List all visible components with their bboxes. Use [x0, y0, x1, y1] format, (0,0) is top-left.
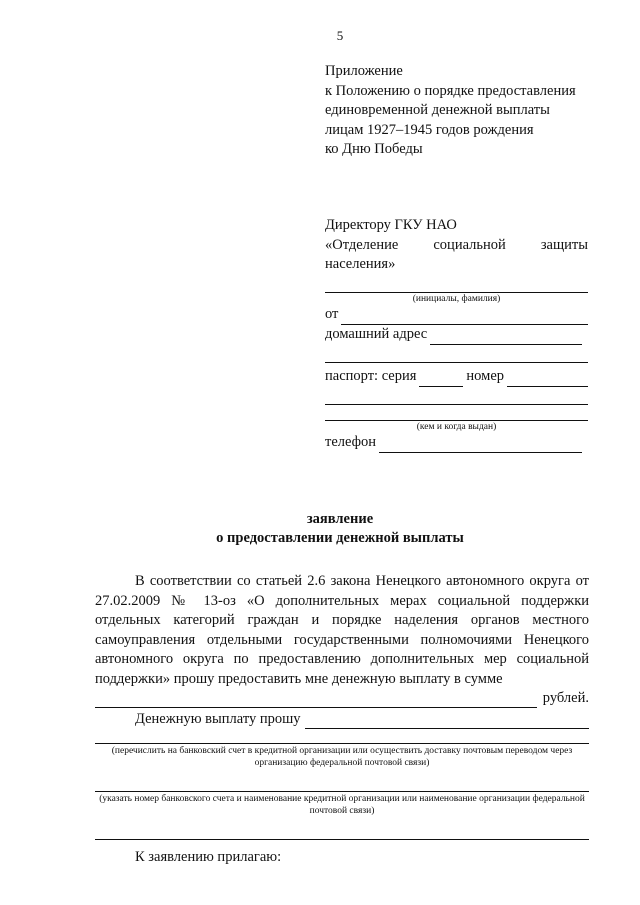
phone-row: [325, 433, 588, 453]
rubles-label: рублей.: [542, 689, 589, 706]
document-title: [0, 510, 640, 548]
addressee-block: [325, 216, 588, 453]
payment-row: [95, 710, 589, 729]
passport-issued-field-2[interactable]: [325, 405, 588, 421]
from-field[interactable]: [341, 311, 588, 325]
passport-series-label: паспорт: серия: [325, 368, 417, 384]
home-address-field-2[interactable]: [325, 347, 588, 363]
passport-issued-field[interactable]: [325, 389, 588, 405]
passport-series-field[interactable]: [419, 373, 463, 387]
appendix-block: [325, 62, 576, 160]
passport-row: [325, 367, 588, 387]
bank-account-field[interactable]: [95, 777, 589, 792]
addressee-line: Директору ГКУ НАО: [325, 217, 457, 233]
appendix-line: лицам 1927–1945 годов рождения: [325, 121, 534, 138]
appendix-line: ко Дню Победы: [325, 141, 423, 157]
issued-caption: (кем и когда выдан): [416, 421, 497, 432]
passport-number-field[interactable]: [507, 373, 588, 387]
recipient-name-field[interactable]: [325, 277, 588, 293]
attachments-label: К заявлению прилагаю:: [135, 849, 282, 865]
appendix-line: к Положению о порядке предоставления: [325, 82, 576, 99]
from-label: от: [325, 306, 339, 322]
passport-number-label: номер: [466, 368, 505, 384]
payment-caption: (перечислить на банковский счет в кредитной организации или осуществить доставку почтовым переводом через организацию федеральной почтовой связи): [111, 746, 573, 768]
home-address-field[interactable]: [430, 331, 582, 345]
page-number: 5: [336, 28, 344, 43]
appendix-line: единовременной денежной выплаты: [325, 102, 550, 118]
application-paragraph: В соответствии со статьей 2.6 закона Ненецкого автономного округа от 27.02.2009 № 13-оз «О дополнительных мерах социальной поддержки отдельных категорий граждан и порядке наделения органов местного самоуправления отдельными государственными полномочиями Ненецкого автономного округа по предоставлению дополнительных мер социальной поддержки» прошу предоставить мне денежную выплату в сумме: [95, 573, 589, 687]
addressee-line: населения»: [325, 256, 396, 272]
bank-account-field-2[interactable]: [95, 825, 589, 840]
bank-caption: (указать номер банковского счета и наименование кредитной организации или наименование организации федеральной почтовой связи): [99, 794, 585, 816]
phone-label: телефон: [325, 434, 377, 450]
title-line: заявление: [306, 511, 374, 527]
phone-field[interactable]: [379, 439, 582, 453]
home-address-label: домашний адрес: [325, 326, 428, 342]
application-body: [95, 572, 589, 868]
from-row: [325, 305, 588, 325]
amount-field[interactable]: [95, 695, 537, 708]
payment-method-field-2[interactable]: [95, 729, 589, 744]
appendix-line: Приложение: [325, 63, 403, 79]
title-line: о предоставлении денежной выплаты: [216, 530, 464, 546]
payment-method-field[interactable]: [305, 716, 589, 729]
name-caption: (инициалы, фамилия): [412, 293, 501, 304]
home-address-row: [325, 325, 588, 345]
payment-label: Денежную выплату прошу: [135, 710, 301, 727]
addressee-line: «Отделение социальной защиты: [325, 236, 588, 253]
amount-row: [95, 689, 589, 708]
